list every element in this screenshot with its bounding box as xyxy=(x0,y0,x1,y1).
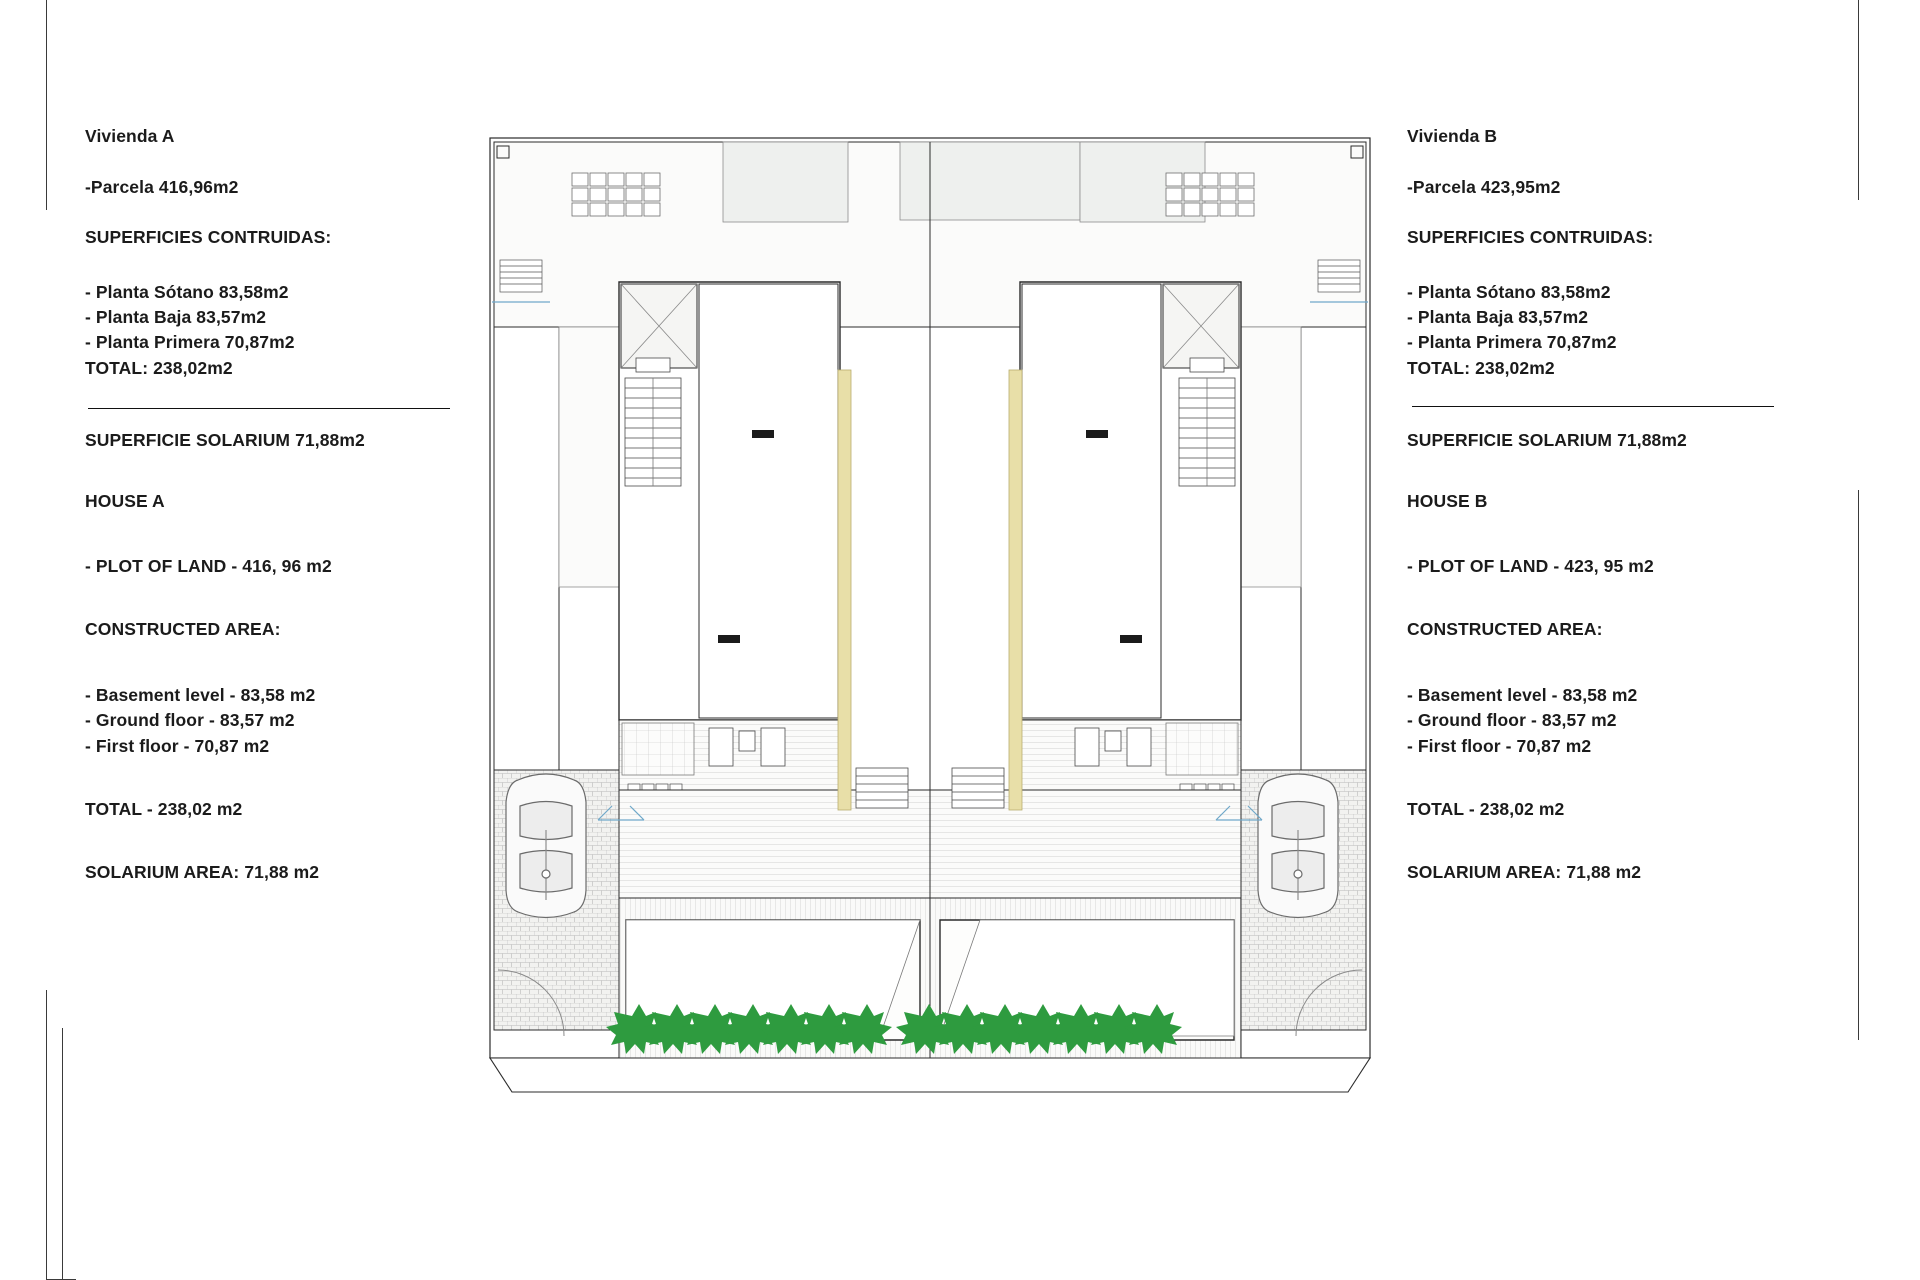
house-a-plot: -Parcela 416,96m2 xyxy=(85,176,239,197)
house-a-solarium-en: SOLARIUM AREA: 71,88 m2 xyxy=(85,861,320,882)
house-a-title-en: HOUSE A xyxy=(85,490,165,511)
house-b-ground: - Planta Baja 83,57m2 xyxy=(1407,306,1589,327)
car-icon-left xyxy=(506,774,586,918)
house-b-first-en: - First floor - 70,87 m2 xyxy=(1407,735,1592,756)
house-a-solarium: SUPERFICIE SOLARIUM 71,88m2 xyxy=(85,430,365,450)
house-b-info-block xyxy=(1407,128,1687,881)
page-mark-left-mid xyxy=(46,990,47,1280)
house-b-solarium-en: SOLARIUM AREA: 71,88 m2 xyxy=(1407,861,1642,882)
house-a-first-floor-underline xyxy=(88,408,450,409)
page-mark-right-top xyxy=(1858,0,1859,200)
house-a-areas-heading: SUPERFICIES CONTRUIDAS: xyxy=(85,227,332,247)
house-b-plot-en: - PLOT OF LAND - 423, 95 m2 xyxy=(1407,556,1654,576)
site-plan-drawing xyxy=(480,130,1380,1140)
house-a-first: - Planta Primera 70,87m2 xyxy=(85,332,295,353)
house-b-first-floor-underline xyxy=(1412,406,1774,407)
house-a-ground-en: - Ground floor - 83,57 m2 xyxy=(85,710,295,731)
house-b-title-en: HOUSE B xyxy=(1407,490,1488,511)
house-b-areas-heading-en: CONSTRUCTED AREA: xyxy=(1407,618,1603,639)
house-a-basement-en: - Basement level - 83,58 m2 xyxy=(85,685,316,705)
house-a-plot-en: - PLOT OF LAND - 416, 96 m2 xyxy=(85,556,332,576)
house-a-total: TOTAL: 238,02m2 xyxy=(85,357,233,378)
house-a-areas-heading-en: CONSTRUCTED AREA: xyxy=(85,618,281,639)
page-mark-left-top xyxy=(46,0,47,210)
house-a-basement: - Planta Sótano 83,58m2 xyxy=(85,281,289,302)
house-b-title: Vivienda B xyxy=(1407,126,1498,146)
page-mark-left-inner xyxy=(62,1028,63,1280)
house-b-total-en: TOTAL - 238,02 m2 xyxy=(1407,799,1565,820)
house-b-first: - Planta Primera 70,87m2 xyxy=(1407,332,1617,353)
house-a-info-block xyxy=(85,128,365,881)
house-b-total: TOTAL: 238,02m2 xyxy=(1407,357,1555,378)
house-a-total-en: TOTAL - 238,02 m2 xyxy=(85,799,243,820)
page-mark-right-mid xyxy=(1858,490,1859,1040)
house-b-basement-en: - Basement level - 83,58 m2 xyxy=(1407,685,1638,705)
house-a-ground: - Planta Baja 83,57m2 xyxy=(85,306,267,327)
house-a-first-en: - First floor - 70,87 m2 xyxy=(85,735,270,756)
house-b-basement: - Planta Sótano 83,58m2 xyxy=(1407,281,1611,302)
house-b-ground-en: - Ground floor - 83,57 m2 xyxy=(1407,710,1617,731)
house-b-plot: -Parcela 423,95m2 xyxy=(1407,176,1561,197)
car-icon-right xyxy=(1258,774,1338,918)
house-b-solarium: SUPERFICIE SOLARIUM 71,88m2 xyxy=(1407,430,1687,450)
house-a-title: Vivienda A xyxy=(85,126,175,146)
house-b-areas-heading: SUPERFICIES CONTRUIDAS: xyxy=(1407,227,1654,247)
